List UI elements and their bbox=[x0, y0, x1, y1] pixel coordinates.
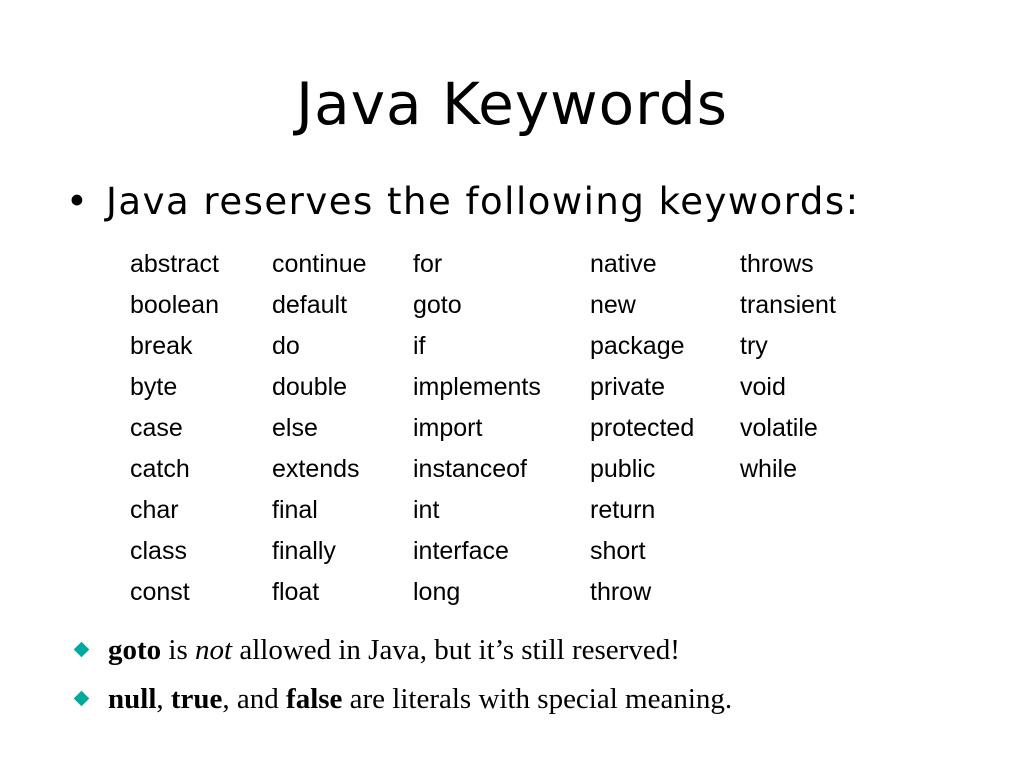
keyword: double bbox=[272, 373, 348, 401]
keyword: interface bbox=[413, 537, 509, 565]
note-keyword-null: null bbox=[108, 683, 157, 715]
keyword: float bbox=[272, 578, 320, 606]
keyword: package bbox=[590, 332, 685, 360]
keyword: import bbox=[413, 414, 483, 442]
keyword: extends bbox=[272, 455, 360, 483]
note-keyword-goto: goto bbox=[108, 634, 162, 666]
note-keyword-true: true bbox=[170, 683, 223, 715]
keyword: const bbox=[130, 578, 190, 606]
note-literals bbox=[70, 679, 732, 719]
note-text: , and bbox=[222, 683, 287, 715]
diamond-bullet-icon bbox=[74, 691, 90, 707]
keyword: new bbox=[590, 291, 636, 319]
keyword: instanceof bbox=[413, 455, 527, 483]
keyword: try bbox=[740, 332, 768, 360]
keyword: class bbox=[130, 537, 187, 565]
keyword: byte bbox=[130, 373, 178, 401]
keyword-column-1 bbox=[130, 244, 219, 613]
keyword: goto bbox=[413, 291, 462, 319]
keyword: catch bbox=[130, 455, 190, 483]
keyword: long bbox=[413, 578, 461, 606]
keyword: implements bbox=[413, 373, 541, 401]
keyword-column-2 bbox=[272, 244, 367, 613]
keyword: void bbox=[740, 373, 786, 401]
note-goto bbox=[70, 630, 680, 670]
keyword: if bbox=[413, 332, 426, 360]
keyword: default bbox=[272, 291, 348, 319]
bullet-dot: • bbox=[66, 180, 90, 223]
keyword: for bbox=[413, 250, 443, 278]
note-text: is bbox=[161, 634, 196, 666]
keyword: int bbox=[413, 496, 440, 524]
keyword: final bbox=[272, 496, 318, 524]
note-text: allowed in Java, but it’s still reserved! bbox=[232, 634, 680, 666]
keyword: private bbox=[590, 373, 666, 401]
note-text: , bbox=[156, 683, 171, 715]
main-bullet bbox=[66, 176, 860, 228]
keyword: boolean bbox=[130, 291, 219, 319]
keyword: abstract bbox=[130, 250, 219, 278]
keyword: transient bbox=[740, 291, 836, 319]
keyword: continue bbox=[272, 250, 367, 278]
keyword: public bbox=[590, 455, 656, 483]
keyword: char bbox=[130, 496, 179, 524]
diamond-bullet-icon bbox=[74, 642, 90, 658]
keyword: break bbox=[130, 332, 193, 360]
keyword: volatile bbox=[740, 414, 818, 442]
keyword: protected bbox=[590, 414, 695, 442]
keyword: else bbox=[272, 414, 318, 442]
note-emphasis-not: not bbox=[195, 634, 233, 666]
note-text: are literals with special meaning. bbox=[342, 683, 733, 715]
slide-title: Java Keywords bbox=[296, 70, 728, 138]
main-bullet-text: Java reserves the following keywords: bbox=[106, 180, 860, 223]
keyword: while bbox=[740, 455, 797, 483]
keyword: return bbox=[590, 496, 656, 524]
keyword: throws bbox=[740, 250, 814, 278]
keyword-column-3 bbox=[413, 244, 541, 613]
keyword: short bbox=[590, 537, 646, 565]
keyword: throw bbox=[590, 578, 652, 606]
note-keyword-false: false bbox=[286, 683, 343, 715]
keyword-column-4 bbox=[590, 244, 694, 613]
keyword-column-5 bbox=[740, 244, 836, 490]
keyword: do bbox=[272, 332, 300, 360]
keyword: case bbox=[130, 414, 183, 442]
keyword: native bbox=[590, 250, 657, 278]
keyword: finally bbox=[272, 537, 336, 565]
